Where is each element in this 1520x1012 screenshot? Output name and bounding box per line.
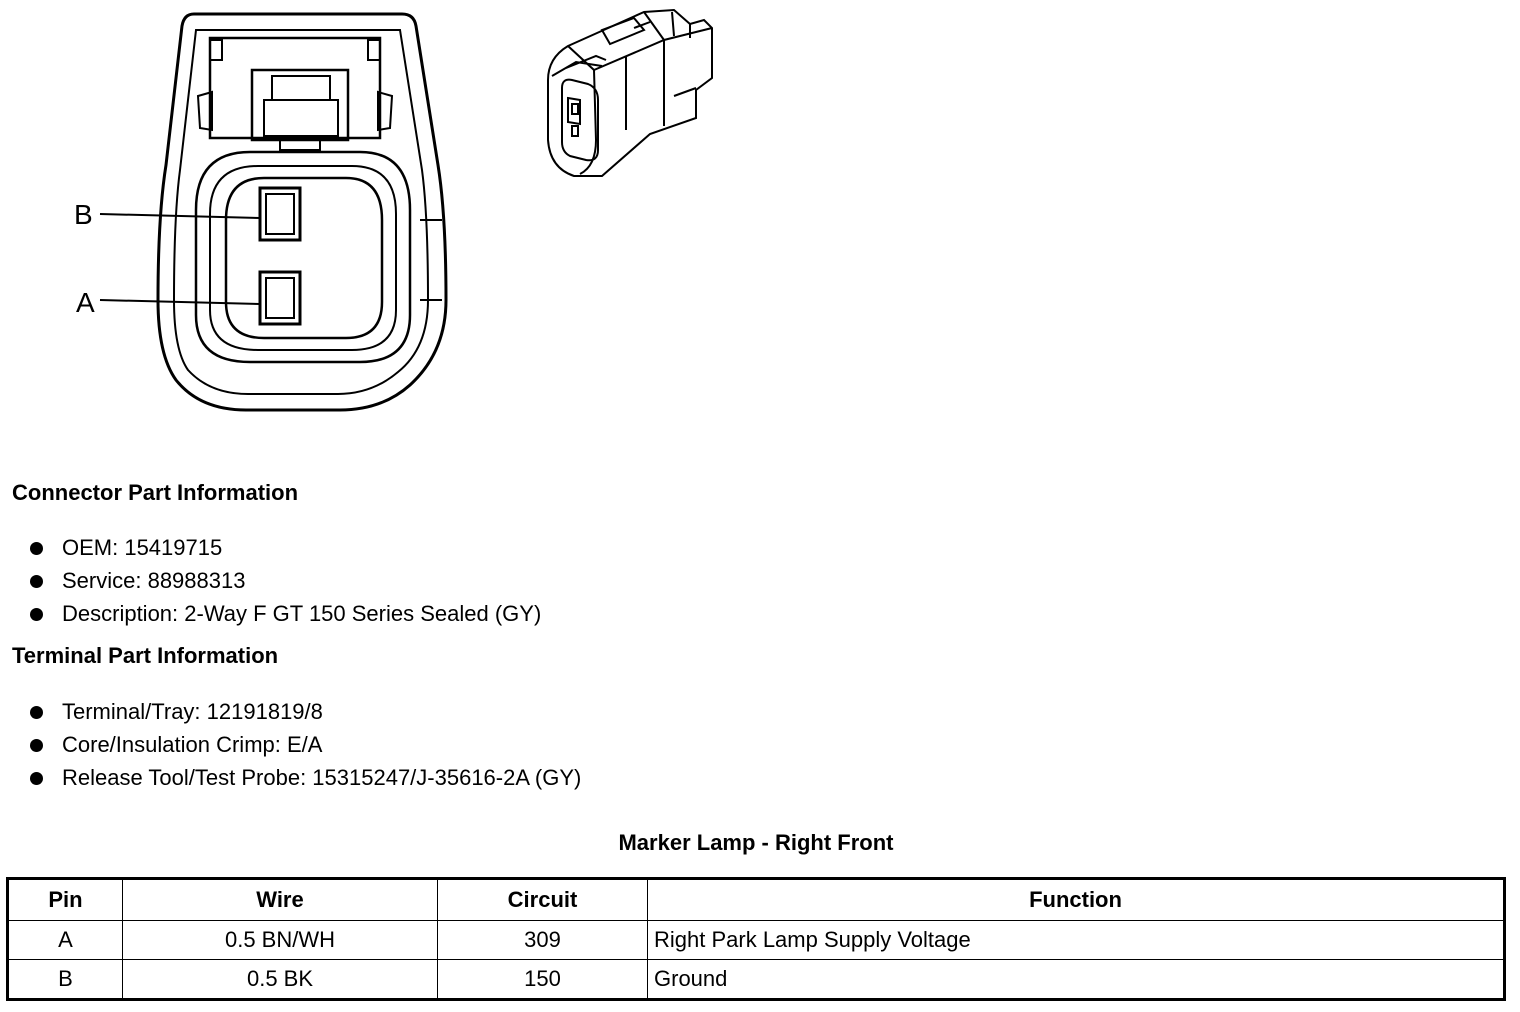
list-item [28, 531, 541, 564]
bullet-icon [30, 772, 43, 785]
cell-function: Ground [648, 960, 1505, 1000]
cell-pin: B [8, 960, 123, 1000]
pin-label-b: B [74, 199, 93, 230]
list-item [28, 597, 541, 630]
table-header-row [8, 879, 1505, 921]
table-caption: Marker Lamp - Right Front [618, 830, 894, 855]
header-wire: Wire [123, 879, 438, 921]
connector-oem: OEM: 15419715 [62, 535, 223, 560]
terminal-info-heading: Terminal Part Information [12, 643, 279, 668]
header-circuit: Circuit [438, 879, 648, 921]
header-function: Function [648, 879, 1505, 921]
cell-wire: 0.5 BK [123, 960, 438, 1000]
cell-circuit: 150 [438, 960, 648, 1000]
pin-label-a: A [76, 287, 95, 318]
connector-isometric-diagram [540, 0, 725, 185]
list-item [28, 564, 541, 597]
cell-function: Right Park Lamp Supply Voltage [648, 921, 1505, 960]
table-row [8, 921, 1505, 960]
cell-pin: A [8, 921, 123, 960]
connector-service: Service: 88988313 [62, 568, 246, 593]
list-item [28, 728, 581, 761]
header-pin: Pin [8, 879, 123, 921]
pin-table [6, 877, 1506, 1001]
connector-info-heading: Connector Part Information [12, 480, 299, 505]
bullet-icon [30, 608, 43, 621]
terminal-tray: Terminal/Tray: 12191819/8 [62, 699, 323, 724]
list-item [28, 761, 581, 794]
cell-circuit: 309 [438, 921, 648, 960]
bullet-icon [30, 575, 43, 588]
bullet-icon [30, 542, 43, 555]
connector-face-diagram [60, 0, 480, 420]
connector-description: Description: 2-Way F GT 150 Series Sealed (GY) [62, 601, 542, 626]
table-row [8, 960, 1505, 1000]
connector-info-list [28, 531, 541, 630]
release-tool: Release Tool/Test Probe: 15315247/J-35616-2A (GY) [62, 765, 582, 790]
core-insulation-crimp: Core/Insulation Crimp: E/A [62, 732, 323, 757]
bullet-icon [30, 706, 43, 719]
cell-wire: 0.5 BN/WH [123, 921, 438, 960]
bullet-icon [30, 739, 43, 752]
terminal-info-list [28, 695, 581, 794]
list-item [28, 695, 581, 728]
